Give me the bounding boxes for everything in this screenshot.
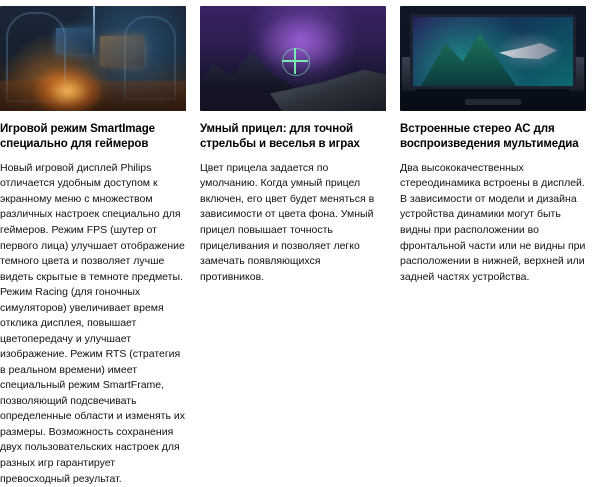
feature-body [200, 161, 386, 285]
decor-panel-blue [56, 28, 92, 54]
feature-body [400, 161, 586, 285]
decor-panel-orange [100, 36, 144, 66]
feature-card-built-in-speakers [400, 6, 586, 487]
decor-monitor-bezel [410, 14, 576, 89]
feature-title: Игровой режим SmartImage специально для геймеров [0, 123, 155, 150]
feature-body-text: Два высококачественных стереодинамика встроены в дисплей. В зависимости от модели и дизайна устройства динамики могут быть видны при расположении во фронтальной части или не видны при расположении в нижней, верхней или задней частях устройства. [400, 161, 586, 283]
decor-monitor-stand [465, 99, 521, 105]
decor-light-beam [93, 6, 95, 61]
feature-title: Умный прицел: для точной стрельбы и веселья в играх [200, 123, 360, 150]
feature-card-smart-crosshair [200, 6, 386, 487]
feature-image-monitor-with-built-in-speakers [400, 6, 586, 111]
feature-body-text: Новый игровой дисплей Philips отличается удобным доступом к экранному меню с множеством различных настроек специально для геймеров. Режим FPS (шутер от первого лица) улучшает отображение темного цвета и позволяет лучше видеть скрытые в темноте предметы. Режим Racing (для гоночных симуляторов) увеличивает время отклика дисплея, повышает цветопередачу и улучшает изображение. Режим RTS (стратегия в реальном времени) имеет специальный режим SmartFrame, позволяющий подсвечивать определенные области и изменять их размеры. Возможность сохранения двух пользовательских настроек для разных игр гарантирует превосходный результат. [0, 161, 185, 485]
feature-title: Встроенные стерео АС для воспроизведения мультимедиа [400, 123, 579, 150]
feature-card-gaming-mode [0, 6, 186, 487]
feature-body [0, 161, 186, 487]
feature-image-smart-crosshair-shooter-scene [200, 6, 386, 111]
feature-body-text: Цвет прицела задается по умолчанию. Когда умный прицел включен, его цвет будет меняться в зависимости от цвета фона. Умный прицел повышает точность прицеливания и позволяет легко замечать появляющихся противников. [200, 161, 375, 283]
crosshair-icon [282, 48, 308, 74]
feature-image-gaming-interior-scene [0, 6, 186, 111]
decor-glow-orb [33, 67, 103, 111]
